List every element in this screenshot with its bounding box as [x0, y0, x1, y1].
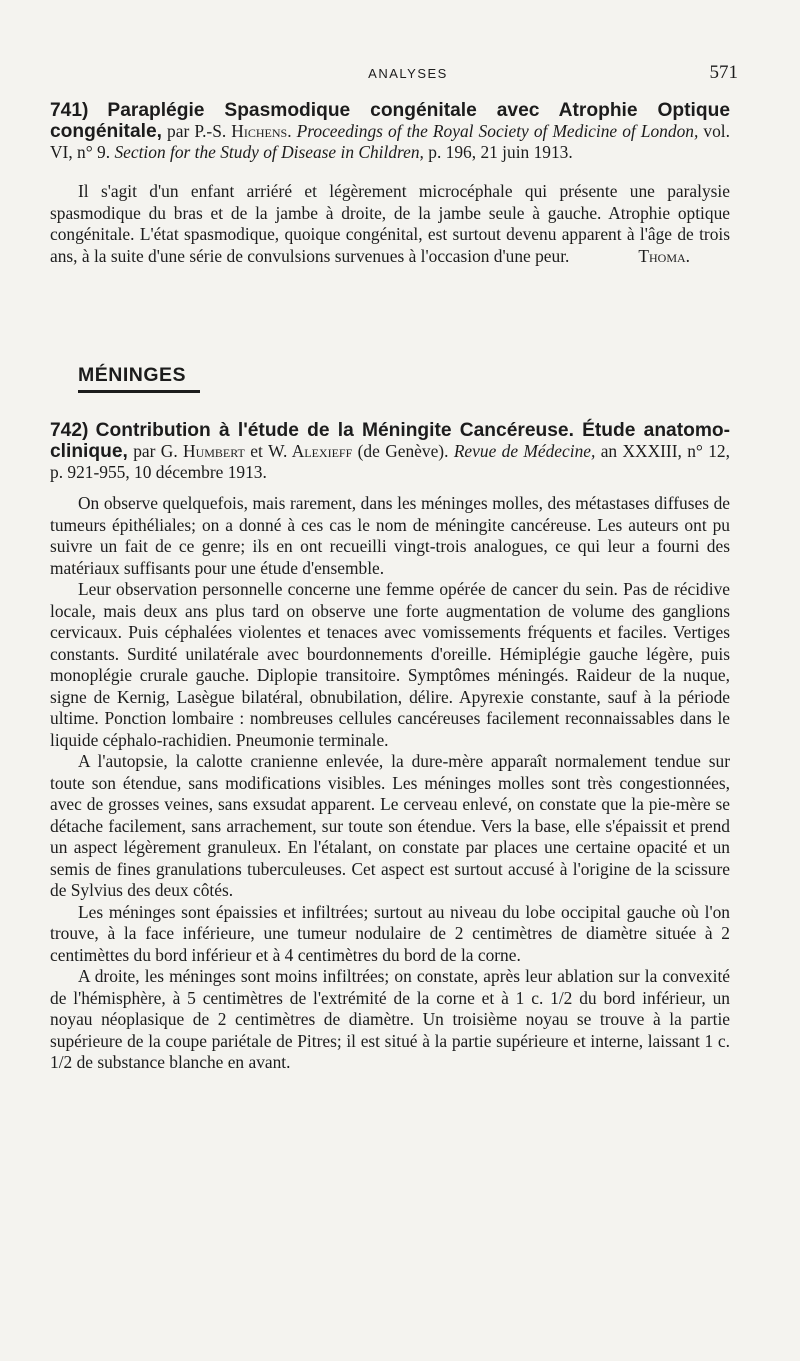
entry-741-heading	[50, 100, 730, 163]
entry-742-author2: W. Alexieff	[268, 441, 353, 461]
entry-742-place: (de Genève).	[357, 441, 449, 461]
entry-741-by: par	[167, 121, 190, 141]
entry-742-title: Contribution à l'étude de la Méningite Cancéreuse. Étude anatomo-clinique,	[50, 420, 730, 462]
entry-741-body	[50, 181, 730, 267]
entry-741	[50, 100, 730, 267]
entry-742-and: et	[250, 441, 263, 461]
entry-741-pages: p. 196, 21 juin 1913.	[428, 142, 573, 162]
entry-742-heading	[50, 420, 730, 483]
entry-742-ref: an XXXIII, n° 12, p. 921-955, 10 décembre 1913.	[50, 441, 730, 482]
section-rule	[78, 390, 200, 393]
entry-741-ref: vol. VI, n° 9.	[50, 121, 730, 162]
entry-741-body-text: Il s'agit d'un enfant arriéré et légèrement microcéphale qui présente une paralysie spasmodique du bras et de la jambe à droite, de la jambe seule à gauche. Atrophie optique congénitale. L'état spasmodique, quoique congénital, est surtout devenu apparent à l'âge de trois ans, à la suite d'une série de convulsions survenues à l'occasion d'une peur.	[50, 181, 730, 266]
entry-741-author: P.-S. Hichens.	[194, 121, 292, 141]
entry-742-paragraph-5: A droite, les méninges sont moins infiltrées; on constate, après leur ablation sur la convexité de l'hémisphère, à 5 centimètres de l'extrémité de la corne et à 1 c. 1/2 du bord inférieur, un noyau néoplasique de 2 centimètres de diamètre. Un troisième noyau se trouve à la partie supérieure de la coupe pariétale de Pitres; il est situé à la partie supérieure et interne, laissant 1 c. 1/2 de substance blanche en avant.	[50, 966, 730, 1072]
entry-741-title: Paraplégie Spasmodique congénitale avec Atrophie Optique congénitale,	[50, 100, 730, 142]
entry-741-source: Proceedings of the Royal Society of Medicine of London,	[296, 121, 699, 141]
entry-742-by: par	[133, 441, 156, 461]
entry-741-signature: Thoma.	[638, 245, 690, 266]
page-number: 571	[709, 62, 738, 83]
section-heading-meninges: MÉNINGES	[78, 364, 187, 386]
entry-742	[50, 420, 730, 1074]
entry-742-author1: G. Humbert	[160, 441, 245, 461]
running-title: ANALYSES	[368, 66, 448, 81]
entry-742-number: 742)	[50, 420, 89, 441]
entry-742-paragraph-1: On observe quelquefois, mais rarement, dans les méninges molles, des métastases diffuses de tumeurs épithéliales; on a donné à ces cas le nom de méningite cancéreuse. Les auteurs ont pu suivre un fait de ce genre; ils en ont recueilli vingt-trois analogues, ce qui leur a fourni des matériaux suffisants pour une étude d'ensemble.	[50, 493, 730, 578]
entry-741-number: 741)	[50, 100, 89, 121]
entry-742-source: Revue de Médecine,	[453, 441, 596, 461]
running-header	[78, 62, 738, 84]
entry-742-paragraph-4: Les méninges sont épaissies et infiltrées; surtout au niveau du lobe occipital gauche où l'on trouve, à la face inférieure, une tumeur nodulaire de 2 centimètres de diamètre située à 2 centimèttes du bord inférieur et à 4 centimètres du bord de la corne.	[50, 901, 730, 965]
entry-742-paragraph-2: Leur observation personnelle concerne une femme opérée de cancer du sein. Pas de récidive locale, mais deux ans plus tard on observe une forte augmentation de volume des ganglions cervicaux. Puis céphalées violentes et tenaces avec vomissements fréquents et faciles. Vertiges constants. Surdité unilatérale avec bourdonnements d'oreille. Hémiplégie gauche légère, puis monoplégie crurale gauche. Diplopie transitoire. Symptômes méningés. Raideur de la nuque, signe de Kernig, Lasègue bilatéral, obnubilation, délire. Apyrexie constante, sauf à la période ultime. Ponction lombaire : nombreuses cellules cancéreuses facilement reconnaissables dans le liquide céphalo-rachidien. Pneumonie terminale.	[50, 579, 730, 750]
entry-741-section: Section for the Study of Disease in Children,	[114, 142, 424, 162]
entry-742-paragraph-3: A l'autopsie, la calotte cranienne enlevée, la dure-mère apparaît normalement tendue sur toute son étendue, sans modifications visibles. Les méninges molles sont très congestionnées, avec de grosses veines, sans exsudat apparent. Le cerveau enlevé, on constate que la pie-mère se détache facilement, sans arrachement, sur toute son étendue. Vers la base, elle s'épaissit et prend un aspect légèrement granuleux. En l'étalant, on constate par places une certaine opacité et un semis de fines granulations tuberculeuses. Cet aspect est surtout accusé à l'origine de la scissure de Sylvius des deux côtés.	[50, 751, 730, 900]
